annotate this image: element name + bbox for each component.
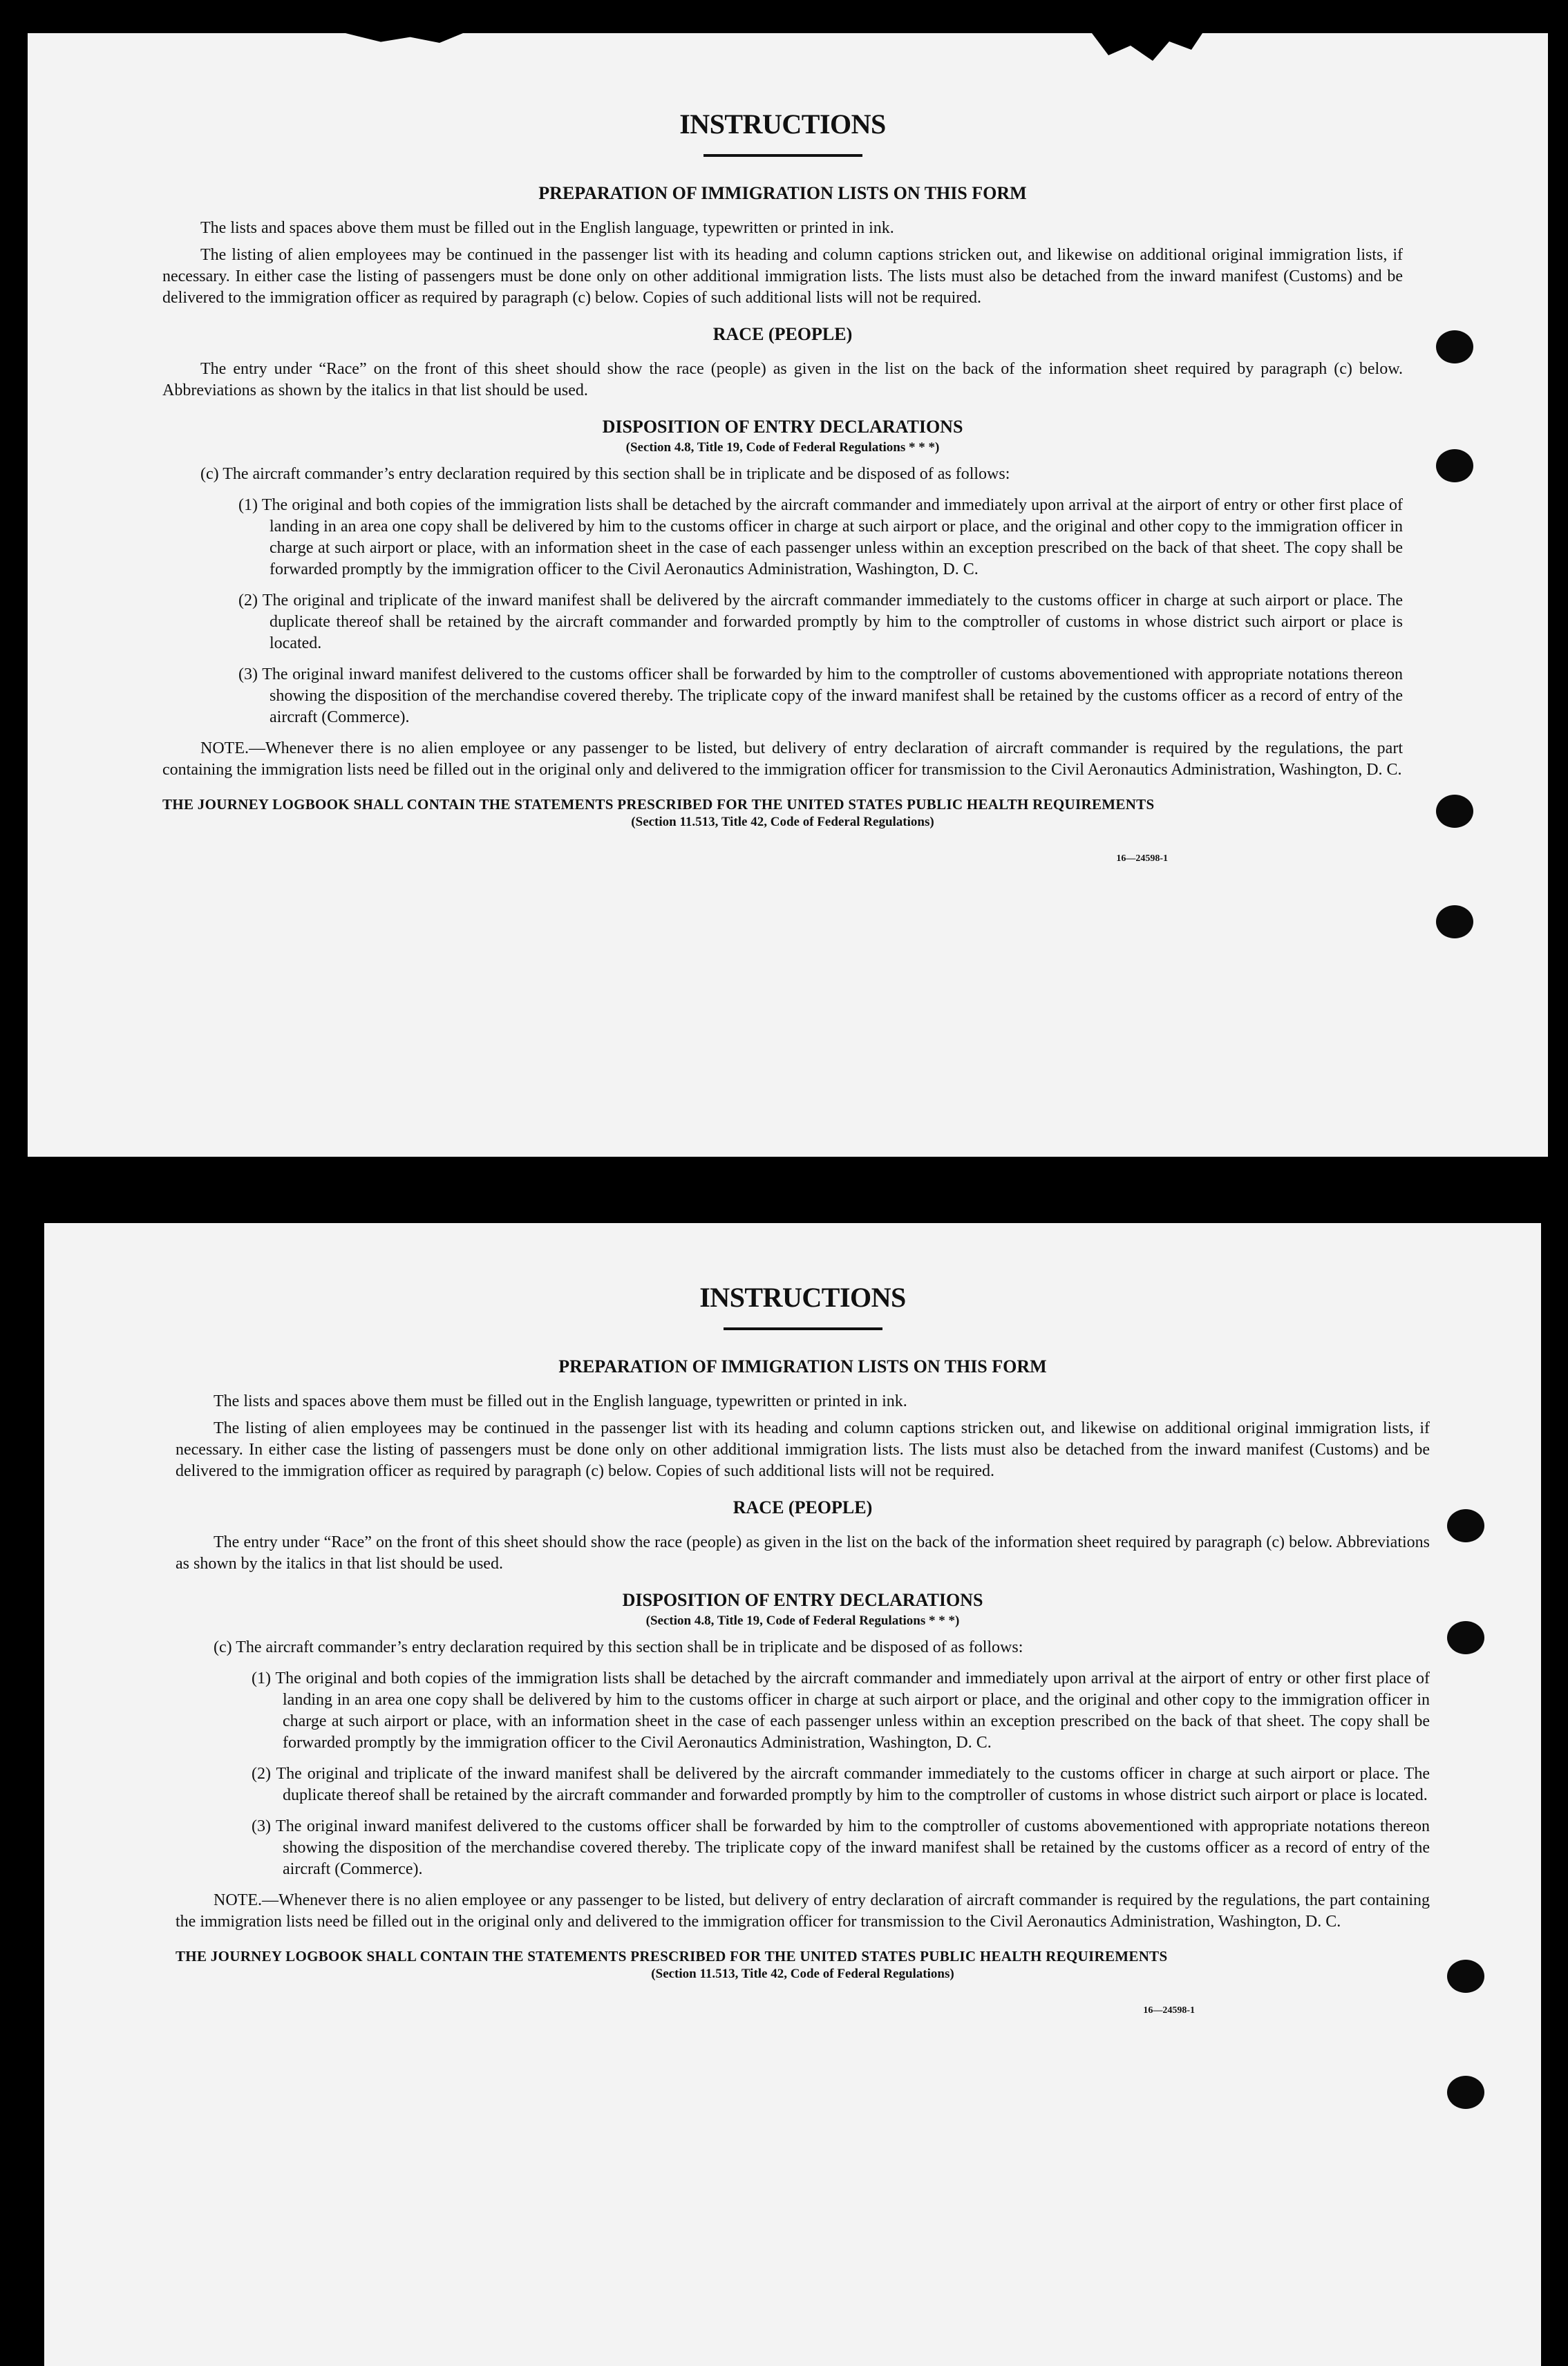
title-underline <box>724 1327 882 1330</box>
punch-hole-1 <box>1436 330 1473 363</box>
note-paragraph: NOTE.—Whenever there is no alien employee or any passenger to be listed, but delivery of entry declaration of aircraft commander is required by the regulations, the part containing the immigration lists need be filled out in the original only and delivered to the immigration officer for transmission to the Civil Aeronautics Administration, Washington, D. C. <box>176 1891 1430 1931</box>
document-sheet-1 <box>28 33 1548 1157</box>
section-heading-preparation: PREPARATION OF IMMIGRATION LISTS ON THIS FORM <box>558 1356 1047 1376</box>
section-heading-preparation: PREPARATION OF IMMIGRATION LISTS ON THIS FORM <box>538 183 1027 203</box>
closing-citation: (Section 11.513, Title 42, Code of Federal Regulations) <box>651 1967 954 1981</box>
punch-hole-4 <box>1447 2076 1484 2109</box>
document-sheet-2 <box>44 1223 1541 2366</box>
closing-citation: (Section 11.513, Title 42, Code of Federal Regulations) <box>631 815 934 829</box>
paragraph-race: The entry under “Race” on the front of this sheet should show the race (people) as given in the list on the back of the information sheet required by paragraph (c) below. Abbreviations as shown by the italics in that list should be used. <box>162 360 1403 399</box>
list-item-2: (2) The original and triplicate of the inward manifest shall be delivered by the aircraft commander immediately to the customs officer in charge at such airport or place. The duplicate thereof shall be retained by the aircraft commander and forwarded promptly by him to the comptroller of customs in whose district such airport or place is located. <box>238 592 1403 652</box>
punch-hole-3 <box>1436 795 1473 828</box>
section-heading-race: RACE (PEOPLE) <box>712 324 853 344</box>
section-heading-disposition: DISPOSITION OF ENTRY DECLARATIONS <box>622 1590 983 1610</box>
torn-edge-right <box>1092 33 1202 61</box>
paragraph-alien-employees: The listing of alien employees may be continued in the passenger list with its heading and column captions stricken out, and likewise on additional original immigration lists, if necessary. In either case the listing of passengers must be done only on other additional immigration lists. The lists must also be detached from the inward manifest (Customs) and be delivered to the immigration officer as required by paragraph (c) below. Copies of such additional lists will not be required. <box>176 1419 1430 1480</box>
punch-hole-4 <box>1436 905 1473 938</box>
section-heading-disposition: DISPOSITION OF ENTRY DECLARATIONS <box>602 417 963 437</box>
list-item-3: (3) The original inward manifest delivered to the customs officer shall be forwarded by him to the comptroller of customs abovementioned with appropriate notations thereon showing the disposition of the merchandise covered thereby. The triplicate copy of the inward manifest shall be retained by the customs officer as a record of entry of the aircraft (Commerce). <box>238 665 1403 726</box>
sheet-2-content <box>176 1281 1430 2016</box>
list-item-1: (1) The original and both copies of the immigration lists shall be detached by the aircraft commander and immediately upon arrival at the airport of entry or other first place of landing in an area one copy shall be delivered by him to the customs officer in charge at such airport or place, and the original and other copy to the immigration officer in charge at such airport or place, with an information sheet in the case of each passenger unless within an exception prescribed on the back of that sheet. The copy shall be forwarded promptly by the immigration officer to the Civil Aeronautics Administration, Washington, D. C. <box>238 496 1403 578</box>
punch-hole-2 <box>1436 449 1473 482</box>
paragraph-race: The entry under “Race” on the front of this sheet should show the race (people) as given in the list on the back of the information sheet required by paragraph (c) below. Abbreviations as shown by the italics in that list should be used. <box>176 1533 1430 1573</box>
form-number: 16—24598-1 <box>1116 853 1168 864</box>
paragraph-language: The lists and spaces above them must be filled out in the English language, typewritten or printed in ink. <box>214 1392 907 1410</box>
sheet-1-content <box>162 108 1403 864</box>
paragraph-language: The lists and spaces above them must be filled out in the English language, typewritten or printed in ink. <box>200 219 894 237</box>
torn-edge-left <box>346 33 463 43</box>
list-item-3: (3) The original inward manifest delivered to the customs officer shall be forwarded by him to the comptroller of customs abovementioned with appropriate notations thereon showing the disposition of the merchandise covered thereby. The triplicate copy of the inward manifest shall be retained by the customs officer as a record of entry of the aircraft (Commerce). <box>252 1817 1430 1878</box>
closing-statement: THE JOURNEY LOGBOOK SHALL CONTAIN THE STATEMENTS PRESCRIBED FOR THE UNITED STATES PUBLIC HEALTH REQUIREMENTS <box>176 1948 1168 1965</box>
section-heading-race: RACE (PEOPLE) <box>733 1497 873 1517</box>
paragraph-c: (c) The aircraft commander’s entry declaration required by this section shall be in triplicate and be disposed of as follows: <box>214 1638 1023 1656</box>
list-item-1: (1) The original and both copies of the immigration lists shall be detached by the aircraft commander and immediately upon arrival at the airport of entry or other first place of landing in an area one copy shall be delivered by him to the customs officer in charge at such airport or place, and the original and other copy to the immigration officer in charge at such airport or place, with an information sheet in the case of each passenger unless within an exception prescribed on the back of that sheet. The copy shall be forwarded promptly by the immigration officer to the Civil Aeronautics Administration, Washington, D. C. <box>252 1669 1430 1752</box>
section-citation: (Section 4.8, Title 19, Code of Federal Regulations * * *) <box>645 1613 960 1628</box>
note-paragraph: NOTE.—Whenever there is no alien employee or any passenger to be listed, but delivery of entry declaration of aircraft commander is required by the regulations, the part containing the immigration lists need be filled out in the original only and delivered to the immigration officer for transmission to the Civil Aeronautics Administration, Washington, D. C. <box>162 739 1403 779</box>
paragraph-alien-employees: The listing of alien employees may be continued in the passenger list with its heading and column captions stricken out, and likewise on additional original immigration lists, if necessary. In either case the listing of passengers must be done only on other additional immigration lists. The lists must also be detached from the inward manifest (Customs) and be delivered to the immigration officer as required by paragraph (c) below. Copies of such additional lists will not be required. <box>162 246 1403 307</box>
title-underline <box>703 154 862 157</box>
page-title: INSTRUCTIONS <box>699 1282 906 1313</box>
punch-hole-1 <box>1447 1509 1484 1542</box>
paragraph-c: (c) The aircraft commander’s entry declaration required by this section shall be in triplicate and be disposed of as follows: <box>200 465 1010 483</box>
punch-hole-3 <box>1447 1960 1484 1993</box>
list-item-2: (2) The original and triplicate of the inward manifest shall be delivered by the aircraft commander immediately to the customs officer in charge at such airport or place. The duplicate thereof shall be retained by the aircraft commander and forwarded promptly by him to the comptroller of customs in whose district such airport or place is located. <box>252 1765 1430 1804</box>
section-citation: (Section 4.8, Title 19, Code of Federal Regulations * * *) <box>625 440 940 455</box>
punch-hole-2 <box>1447 1621 1484 1654</box>
page-title: INSTRUCTIONS <box>679 108 886 140</box>
form-number: 16—24598-1 <box>1143 2005 1195 2016</box>
closing-statement: THE JOURNEY LOGBOOK SHALL CONTAIN THE STATEMENTS PRESCRIBED FOR THE UNITED STATES PUBLIC HEALTH REQUIREMENTS <box>162 796 1155 813</box>
